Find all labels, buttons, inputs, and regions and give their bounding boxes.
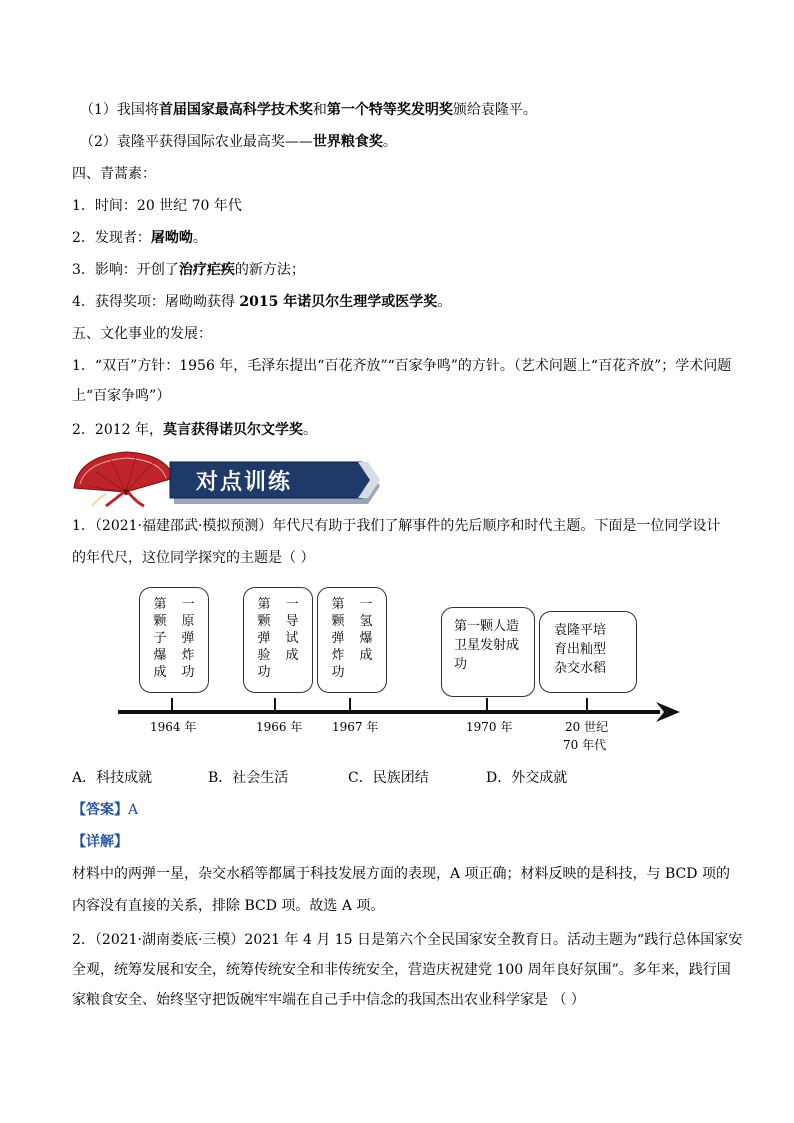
banner-title: 对点训练 (196, 470, 293, 495)
timeline-year-4: 1970 年 (466, 720, 513, 734)
timeline-year-2: 1966 年 (256, 720, 303, 734)
timeline-event-2: 第颗弹验功 一导试成 (243, 587, 313, 693)
q1-answer: 【答案】A (72, 802, 139, 818)
q1-detail-line-1: 材料中的两弹一星，杂交水稻等都属于科技发展方面的表现，A 项正确；材料反映的是科技，与 BCD 项的 (72, 866, 730, 882)
intro-item-2: （2）袁隆平获得国际农业最高奖——世界粮食奖。 (80, 134, 397, 150)
timeline-year-5b: 70 年代 (563, 738, 607, 752)
q1-stem-line-2: 的年代尺，这位同学探究的主题是（ ） (72, 550, 315, 566)
section-4-line-2: 2．发现者：屠呦呦。 (72, 230, 207, 246)
timeline-event-3: 第颗弹炸功 一氢爆成 (317, 587, 387, 693)
q1-detail-line-2: 内容没有直接的关系，排除 BCD 项。故选 A 项。 (72, 898, 385, 914)
section-4-line-3: 3．影响：开创了治疗疟疾的新方法； (72, 262, 305, 278)
section-5-heading: 五、文化事业的发展： (72, 326, 212, 342)
timeline-year-3: 1967 年 (332, 720, 379, 734)
q2-line-3: 家粮食安全、始终坚守把饭碗牢牢端在自己手中信念的我国杰出农业科学家是 （ ） (72, 992, 585, 1008)
q1-stem-line-1: 1．（2021·福建邵武·模拟预测）年代尺有助于我们了解事件的先后顺序和时代主题。下面是一位同学设计 (72, 518, 721, 534)
timeline-year-5a: 20 世纪 (565, 720, 609, 734)
timeline-event-5: 袁隆平培 育出籼型 杂交水稻 (539, 611, 637, 693)
q2-line-2: 全观，统筹发展和安全，统筹传统安全和非传统安全，营造庆祝建党 100 周年良好氛围”。多年来，践行国 (72, 962, 731, 978)
section-4-heading: 四、青蒿素： (72, 166, 156, 182)
timeline-event-4: 第一颗人造 卫星发射成 功 (441, 607, 535, 697)
section-4-line-1: 1．时间：20 世纪 70 年代 (72, 198, 242, 214)
intro-item-1: （1）我国将首届国家最高科学技术奖和第一个特等奖发明奖颁给袁隆平。 (80, 102, 537, 118)
q2-line-1: 2．（2021·湖南娄底·三模）2021 年 4 月 15 日是第六个全民国家安全教育日。活动主题为“践行总体国家安 (72, 932, 743, 948)
q1-option-c: C．民族团结 (348, 770, 429, 786)
q1-option-a: A．科技成就 (72, 770, 153, 786)
q1-detail-label: 【详解】 (72, 834, 128, 850)
section-5-line-2: 2．2012 年，莫言获得诺贝尔文学奖。 (72, 422, 317, 438)
q1-option-d: D．外交成就 (486, 770, 568, 786)
section-5-line-1b: 上“百家争鸣”） (72, 388, 171, 404)
timeline-event-1: 第颗子爆成 一原弹炸功 (139, 587, 209, 693)
section-5-line-1a: 1．“双百”方针：1956 年，毛泽东提出“百花齐放”“百家争鸣”的方针。（艺术问题上“百花齐放”；学术问题 (72, 358, 732, 374)
timeline-year-1: 1964 年 (150, 720, 197, 734)
q1-option-b: B．社会生活 (208, 770, 289, 786)
section-4-line-4: 4．获得奖项：屠呦呦获得 2015 年诺贝尔生理学或医学奖。 (72, 294, 452, 310)
